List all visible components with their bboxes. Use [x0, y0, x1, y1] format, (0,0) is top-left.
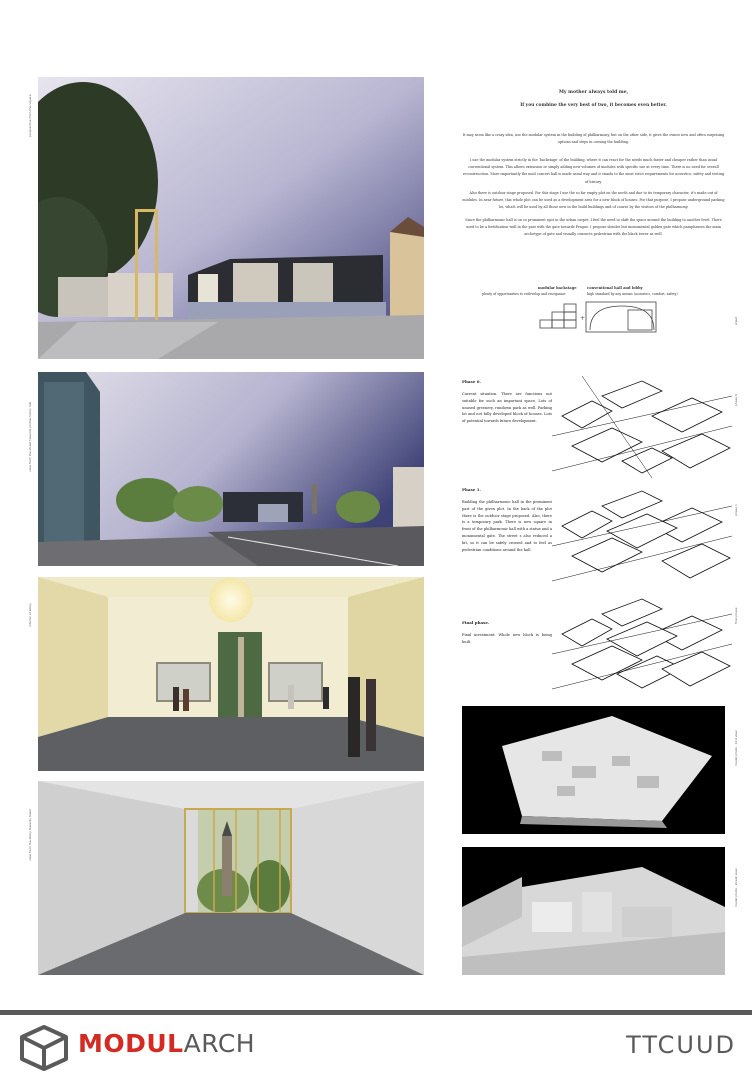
legend-modular-sub: plenty of opportunities to redevelop and reorganize [482, 292, 566, 296]
concept-paragraph: I use the modular system strictly in the ‘backstage’ of the building, where it can react for the needs much faster and cheaper rather than usual conventional system. This allows extension or simply adding new volumes of modules with specific use at every time. There is no need for overall reconstruction. More importantly the mail concert hall is made usual way and it stands to the most strict requirements for acoustics, safety and testing of history. [462, 158, 725, 184]
phase-0-body: Current situation. There are functions not suitable for such an important space. Lots of unused greenery, rundown park as well. Parking lot and not fully developed block of houses. Lots of potential towards future development. [462, 392, 552, 424]
image-caption: view from the street towards philharmonic hall [28, 401, 32, 472]
cube-logo-icon [18, 1024, 70, 1072]
legend-note: sheet [734, 316, 738, 325]
concept-paragraph: It may seem like a crazy idea, use the modular system in the building of philharmony, but on the other side, it gives the owner new and often surprising options and steps in owning the building. [462, 133, 725, 145]
concept-paragraph: Also there is outdoor stage proposed. For this stage I use the so far empty plot on the north and due to its temporary character, it’s made out of modules. In near future, this whole plot can be used as a development area for a new block of houses. For that purpose, I propose underground parking lot, which will be used by all those new in the build buildings and of course by the visitors of the philharmony. [462, 191, 725, 210]
svg-text:+: + [580, 315, 586, 322]
interior-render-lobby [38, 577, 424, 771]
phase-1-title: Phase 1. [462, 487, 481, 492]
phase-0-label: phase 0 [734, 394, 738, 406]
legend-modular-title: modular backstage [538, 286, 577, 290]
brand-grey-part: ARCH [183, 1029, 256, 1058]
model-photo-bird-view [462, 706, 725, 834]
phase-1-axonometric [552, 486, 732, 588]
image-caption: model photo - street view [734, 868, 738, 907]
phase-final-body: Final investment: Whole new block is being built. [462, 633, 552, 644]
phase-0-axonometric [552, 376, 732, 478]
brand-red-part: MODUL [78, 1029, 184, 1058]
phase-final-title: Final phase. [462, 620, 490, 625]
phase-1-body: Building the philharmonic hall in the prominent part of the given plot. In the back of the plot there is the outdoor stage proposed. Also, there is a temporary park. There is new square in front of the philharmonic hall with a statue and a monumental gate. The street s also reduced a bit, so it can be safely crossed and to feel as pedestrian conditions around the hall. [462, 500, 552, 552]
footer-divider [0, 1010, 752, 1015]
image-caption: view from the lobby towards tower [28, 808, 32, 861]
entry-code: TTCUUD [626, 1031, 736, 1059]
exterior-render-square [38, 77, 424, 359]
interior-render-view-to-tower [38, 781, 424, 975]
motto-line-2: If you combine the very best of two, it becomes even better. [520, 103, 667, 108]
legend-conventional-sub: high standard by any means (acoustics, comfort, safety) [587, 292, 678, 296]
brand-logo-text [78, 1029, 255, 1058]
phase-final-axonometric [552, 594, 732, 696]
image-caption: perspective from the square [28, 94, 32, 137]
phase-1-label: phase 1 [734, 504, 738, 516]
legend-conventional-title: conventional hall and lobby [587, 286, 643, 290]
phase-0-title: Phase 0. [462, 379, 481, 384]
exterior-render-street [38, 372, 424, 566]
image-caption: model photo - bird view [734, 730, 738, 766]
concept-paragraph: Since the philharmonic hall is on so prominent spot in the urban carpet, I feel the need to shift the space around the building to another level. There used to be a fortification wall in the past with the gate towards Prague. I propose slender but monumental golden gate which paraphrases the main archetype of gate and visually connects pedestrian with the black tower as well. [465, 218, 722, 237]
modular-diagram [538, 300, 663, 336]
model-photo-street-view [462, 847, 725, 975]
phase-final-label: final phase [734, 607, 738, 624]
motto-line-1: My mother always told me, [558, 90, 629, 95]
image-caption: interior of lobby [28, 603, 32, 627]
